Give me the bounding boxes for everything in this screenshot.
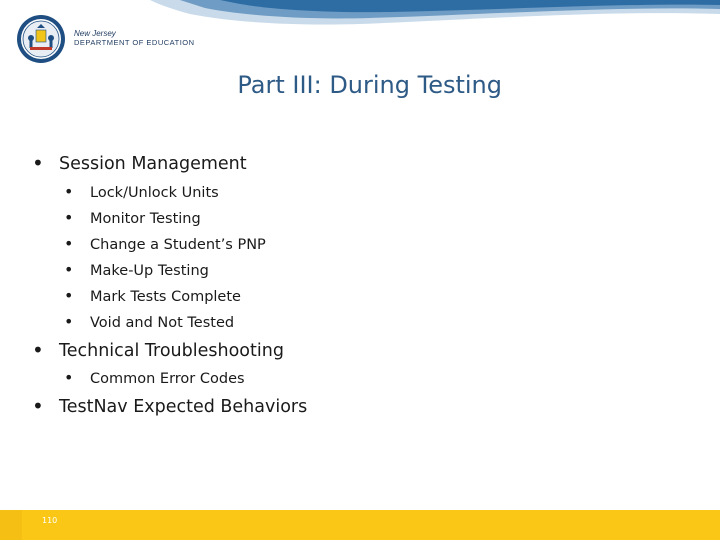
page-number: 110 (42, 516, 58, 525)
bullet-dot-icon: • (64, 312, 74, 331)
sub-bullet-label: Common Error Codes (90, 371, 245, 387)
bullet-dot-icon: • (64, 368, 74, 387)
bullet-label: TestNav Expected Behaviors (59, 397, 308, 417)
bullet-dot-icon: • (32, 151, 44, 175)
sub-bullet-label: Mark Tests Complete (90, 289, 241, 305)
sub-bullet-label: Void and Not Tested (90, 315, 235, 331)
bullet-dot-icon: • (64, 182, 74, 201)
org-department-name: DEPARTMENT OF EDUCATION (74, 38, 195, 47)
bullet-label: Technical Troubleshooting (59, 341, 284, 361)
slide-title: Part III: During Testing (237, 71, 502, 99)
bullet-label: Session Management (59, 154, 247, 174)
sub-bullet-label: Change a Student’s PNP (90, 237, 266, 253)
sub-bullet-label: Monitor Testing (90, 211, 201, 227)
footer-bar (0, 510, 720, 540)
org-state-name: New Jersey (74, 29, 116, 38)
sub-bullet-label: Lock/Unlock Units (90, 185, 219, 201)
bullet-dot-icon: • (32, 394, 44, 418)
bullet-dot-icon: • (32, 338, 44, 362)
bullet-dot-icon: • (64, 234, 74, 253)
bullet-dot-icon: • (64, 260, 74, 279)
bullet-dot-icon: • (64, 286, 74, 305)
bullet-dot-icon: • (64, 208, 74, 227)
sub-bullet-label: Make-Up Testing (90, 263, 209, 279)
footer-bar-fill (22, 510, 720, 540)
